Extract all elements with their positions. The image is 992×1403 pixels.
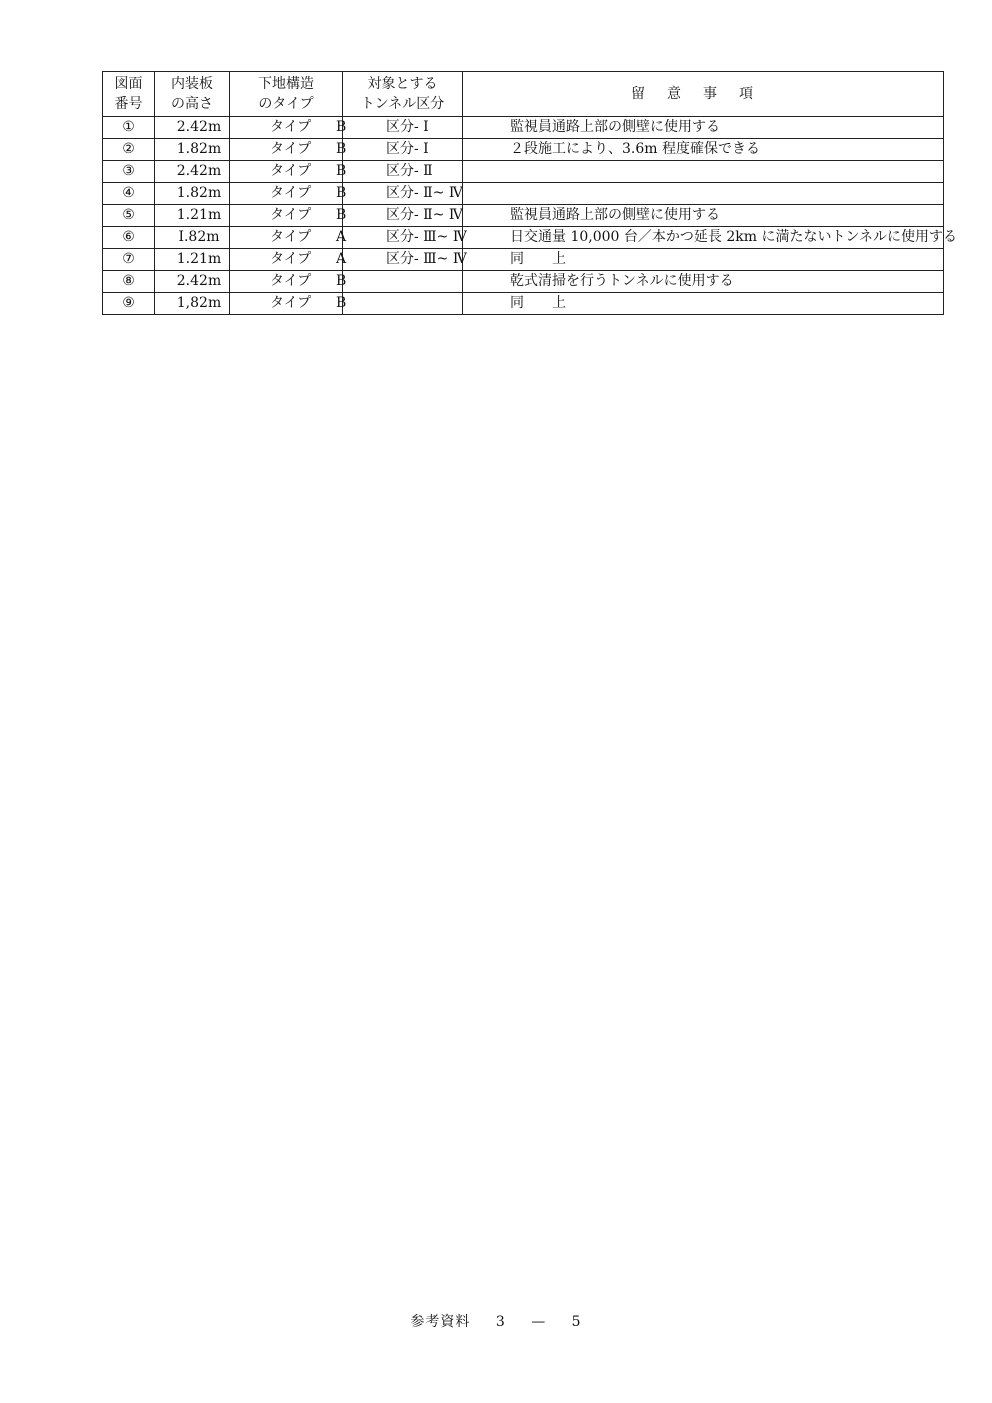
table-body [103,117,958,315]
type-label: タイプ [270,119,312,135]
cell-drawing-number: ⑥ [103,227,155,249]
cell-tunnel-class: 区分- Ⅱ [343,161,463,183]
type-code: A [336,251,347,267]
table-header-row [103,72,944,117]
cell-notes: ２段施工により、3.6m 程度確保できる [463,139,944,161]
cell-notes [463,161,944,183]
cell-substructure-type [230,183,347,205]
table-row [103,161,944,183]
cell-drawing-number: ⑦ [103,249,155,271]
header-notes-label: 留意事項 [631,86,775,102]
cell-tunnel-class: 区分- Ⅰ [343,139,463,161]
footer-label: 参考資料 [410,1314,471,1330]
cell-notes [463,183,944,205]
footer-dash: — [531,1314,547,1330]
table-row [103,227,944,249]
cell-drawing-number: ③ [103,161,155,183]
header-notes [463,72,944,117]
type-code: A [336,229,347,245]
type-code: B [336,295,347,311]
cell-panel-height: 1.82m [155,139,230,161]
cell-substructure-type [230,293,347,315]
cell-panel-height: 1.21m [155,249,230,271]
type-code: B [336,207,347,223]
table-row [103,249,944,271]
page-footer [0,1311,992,1331]
cell-substructure-type [230,271,347,293]
header-line: トンネル区分 [360,96,445,112]
header-drawing-number [103,72,155,117]
cell-drawing-number: ⑨ [103,293,155,315]
header-line: 下地構造 [258,76,314,92]
header-line: の高さ [171,96,213,112]
header-line: 図面 [114,76,143,92]
cell-substructure-type [230,205,347,227]
cell-tunnel-class [343,271,463,293]
header-substructure-type [230,72,343,117]
table-row [103,271,944,293]
type-label: タイプ [270,163,312,179]
header-tunnel-class [343,72,463,117]
cell-panel-height: 1.82m [155,183,230,205]
cell-panel-height: 1.21m [155,205,230,227]
cell-drawing-number: ④ [103,183,155,205]
footer-chapter: 3 [495,1314,506,1330]
type-code: B [336,119,347,135]
type-code: B [336,273,347,289]
cell-drawing-number: ⑤ [103,205,155,227]
type-code: B [336,185,347,201]
cell-substructure-type [230,117,347,139]
cell-notes: 同 上 [463,293,944,315]
table-row [103,117,944,139]
cell-panel-height: I.82m [155,227,230,249]
cell-tunnel-class: 区分- Ⅲ~ Ⅳ [343,227,463,249]
cell-tunnel-class: 区分- Ⅱ~ Ⅳ [343,183,463,205]
header-panel-height [155,72,230,117]
cell-substructure-type [230,249,347,271]
header-line: 番号 [114,96,143,112]
type-code: B [336,163,347,179]
cell-notes: 監視員通路上部の側壁に使用する [463,117,944,139]
type-label: タイプ [270,185,312,201]
cell-notes: 同 上 [463,249,944,271]
cell-notes: 監視員通路上部の側壁に使用する [463,205,944,227]
cell-drawing-number: ② [103,139,155,161]
cell-panel-height: 1,82m [155,293,230,315]
type-label: タイプ [270,295,312,311]
cell-substructure-type [230,227,347,249]
cell-drawing-number: ① [103,117,155,139]
cell-panel-height: 2.42m [155,117,230,139]
type-label: タイプ [270,207,312,223]
cell-substructure-type [230,161,347,183]
type-label: タイプ [270,141,312,157]
cell-substructure-type [230,139,347,161]
type-label: タイプ [270,273,312,289]
type-code: B [336,141,347,157]
cell-panel-height: 2.42m [155,161,230,183]
table-row [103,293,944,315]
cell-tunnel-class: 区分- Ⅱ~ Ⅳ [343,205,463,227]
header-line: のタイプ [258,96,314,112]
cell-tunnel-class [343,293,463,315]
header-line: 対象とする [367,76,438,92]
table-row [103,183,944,205]
header-line: 内装板 [171,76,213,92]
cell-tunnel-class: 区分- Ⅰ [343,117,463,139]
footer-page-number: 5 [571,1314,582,1330]
reference-table [102,71,958,315]
cell-panel-height: 2.42m [155,271,230,293]
table-row [103,139,944,161]
cell-tunnel-class: 区分- Ⅲ~ Ⅳ [343,249,463,271]
table-row [103,205,944,227]
cell-drawing-number: ⑧ [103,271,155,293]
type-label: タイプ [270,229,312,245]
type-label: タイプ [270,251,312,267]
cell-notes: 乾式清掃を行うトンネルに使用する [463,271,944,293]
cell-notes: 日交通量 10,000 台／本かつ延長 2km に満たないトンネルに使用する [463,227,944,249]
